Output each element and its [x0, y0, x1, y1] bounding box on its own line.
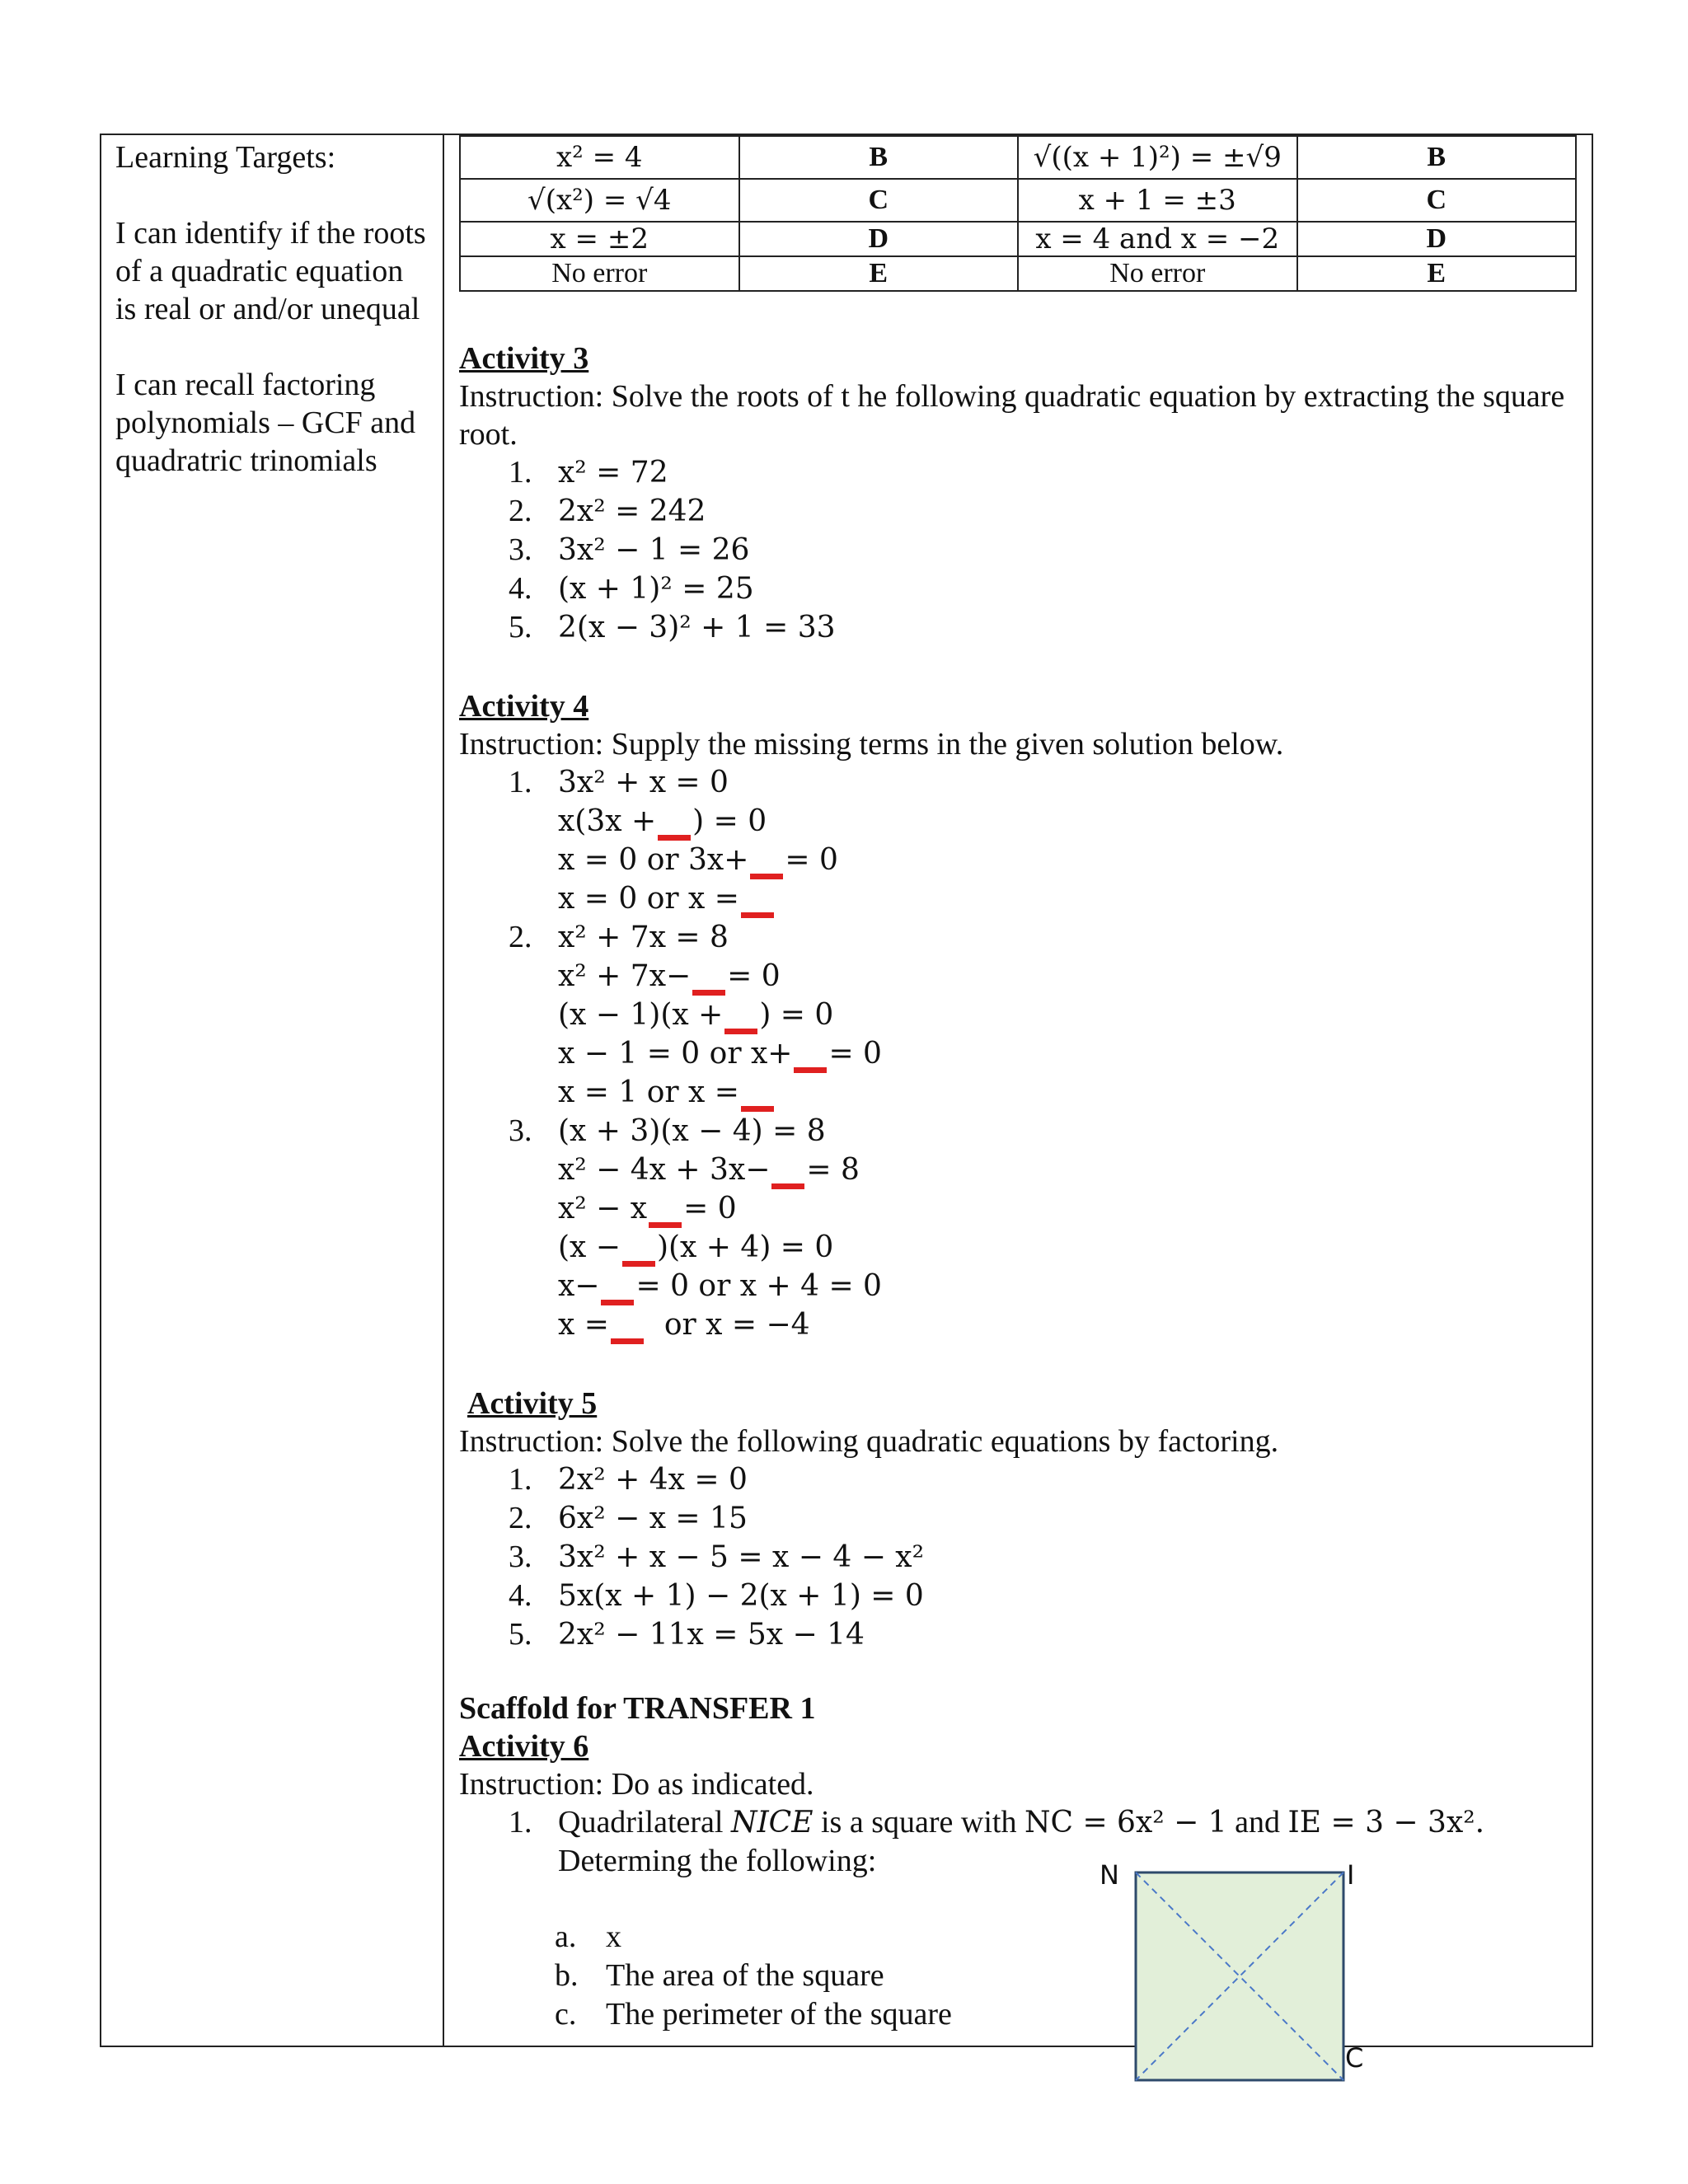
table-row	[460, 222, 1576, 256]
learning-targets-column	[115, 138, 429, 518]
corner-label-c: C	[1345, 2042, 1364, 2074]
activity-4-list-2	[459, 918, 1580, 957]
option-equation: No error	[460, 256, 739, 291]
blank-marker	[692, 990, 725, 996]
list-item: 1. 2x² + 4x = 0	[509, 1462, 748, 1497]
learning-target-2: I can recall factoring polynomials – GCF and quadratric trinomials	[115, 368, 416, 478]
option-letter: B	[739, 136, 1019, 179]
option-letter: C	[1297, 179, 1577, 222]
activity-5-title: Activity 5	[467, 1386, 598, 1421]
scaffold-transfer	[459, 1690, 1580, 2034]
list-item: 1. 3x² + x = 0	[509, 765, 729, 799]
list-item: 3. (x + 3)(x − 4) = 8	[509, 1113, 826, 1148]
option-equation: x = ±2	[460, 222, 739, 256]
activity-3-instruction: Instruction: Solve the roots of t he following quadratic equation by extracting the square root.	[459, 379, 1565, 452]
corner-label-i: I	[1347, 1859, 1355, 1891]
list-item: 4. (x + 1)² = 25	[509, 571, 754, 606]
blank-marker	[622, 1261, 655, 1267]
list-item: 3. 3x² − 1 = 26	[509, 532, 750, 567]
activity-4	[459, 687, 1580, 1344]
scaffold-heading: Scaffold for TRANSFER 1	[459, 1691, 816, 1726]
square-shape	[1136, 1872, 1343, 2080]
option-equation: x = 4 and x = −2	[1018, 222, 1297, 256]
option-equation: √(x²) = √4	[460, 179, 739, 222]
list-item: c. The perimeter of the square	[555, 1997, 952, 2032]
solution-step: x(3x + ) = 0	[459, 802, 1580, 841]
option-letter: E	[1297, 256, 1577, 291]
corner-label-n: N	[1100, 1859, 1119, 1891]
column-separator	[443, 134, 444, 2047]
solution-step: x = 0 or x =	[459, 879, 1580, 918]
list-item: 1. x² = 72	[509, 455, 668, 490]
option-letter: D	[739, 222, 1019, 256]
activity-6-item-line2: Determing the following:	[558, 1844, 877, 1878]
list-item: 2. 6x² − x = 15	[509, 1501, 748, 1535]
activity-3-title: Activity 3	[459, 341, 589, 376]
solution-step: x − 1 = 0 or x+ = 0	[459, 1034, 1580, 1073]
table-row	[460, 136, 1576, 179]
solution-step: x = 1 or x =	[459, 1073, 1580, 1112]
solution-step: (x − 1)(x + ) = 0	[459, 996, 1580, 1034]
activity-6-subitems	[459, 1918, 1580, 2034]
solution-step: x− = 0 or x + 4 = 0	[459, 1267, 1580, 1305]
list-item: 5. 2x² − 11x = 5x − 14	[509, 1617, 865, 1652]
blank-marker	[741, 1106, 774, 1112]
solution-step: (x − )(x + 4) = 0	[459, 1228, 1580, 1267]
option-letter: B	[1297, 136, 1577, 179]
solution-step: x² − x = 0	[459, 1189, 1580, 1228]
solution-step: x = or x = −4	[459, 1305, 1580, 1344]
square-nice-diagram	[1134, 1871, 1345, 2082]
activity-6-title: Activity 6	[459, 1729, 589, 1764]
activity-4-title: Activity 4	[459, 689, 589, 724]
blank-marker	[750, 874, 783, 879]
list-item: 2. x² + 7x = 8	[509, 920, 729, 954]
activity-5	[459, 1385, 1580, 1654]
option-equation: √((x + 1)²) = ±√9	[1018, 136, 1297, 179]
blank-marker	[649, 1222, 682, 1228]
list-item: a. x	[555, 1919, 621, 1954]
blank-marker	[794, 1067, 827, 1073]
blank-marker	[611, 1338, 644, 1344]
option-letter: C	[739, 179, 1019, 222]
blank-marker	[771, 1183, 804, 1189]
activity-3-list	[459, 453, 1580, 647]
activity-6-instruction: Instruction: Do as indicated.	[459, 1767, 814, 1802]
option-letter: D	[1297, 222, 1577, 256]
square-figure	[1134, 1871, 1345, 2086]
option-letter: E	[739, 256, 1019, 291]
table-row	[460, 256, 1576, 291]
option-equation: No error	[1018, 256, 1297, 291]
solution-step: x = 0 or 3x+ = 0	[459, 841, 1580, 879]
activity-3	[459, 340, 1580, 647]
blank-marker	[658, 835, 691, 841]
activity-4-list-3	[459, 1112, 1580, 1151]
solution-step: x² + 7x− = 0	[459, 957, 1580, 996]
activity-4-instruction: Instruction: Supply the missing terms in the given solution below.	[459, 727, 1284, 762]
activity-5-instruction: Instruction: Solve the following quadratic equations by factoring.	[459, 1424, 1279, 1459]
blank-marker	[741, 912, 774, 918]
table-row	[460, 179, 1576, 222]
activity-6-item: 1. Quadrilateral NICE is a square with NC = 6x² − 1 and IE = 3 − 3x². Determing the following:	[459, 1803, 1580, 1880]
options-table	[459, 135, 1577, 292]
learning-targets-heading: Learning Targets:	[115, 140, 336, 175]
list-item: 3. 3x² + x − 5 = x − 4 − x²	[509, 1540, 925, 1574]
solution-step: x² − 4x + 3x− = 8	[459, 1151, 1580, 1189]
activity-5-list	[459, 1460, 1580, 1654]
list-item: 5. 2(x − 3)² + 1 = 33	[509, 610, 836, 644]
list-item: 2. 2x² = 242	[509, 494, 706, 528]
option-equation: x + 1 = ±3	[1018, 179, 1297, 222]
blank-marker	[724, 1029, 757, 1034]
activity-4-list	[459, 763, 1580, 802]
learning-target-1: I can identify if the roots of a quadratic equation is real or and/or unequal	[115, 216, 426, 326]
blank-marker	[601, 1300, 634, 1305]
option-equation: x² = 4	[460, 136, 739, 179]
list-item: 4. 5x(x + 1) − 2(x + 1) = 0	[509, 1578, 924, 1613]
list-item: b. The area of the square	[555, 1958, 884, 1993]
